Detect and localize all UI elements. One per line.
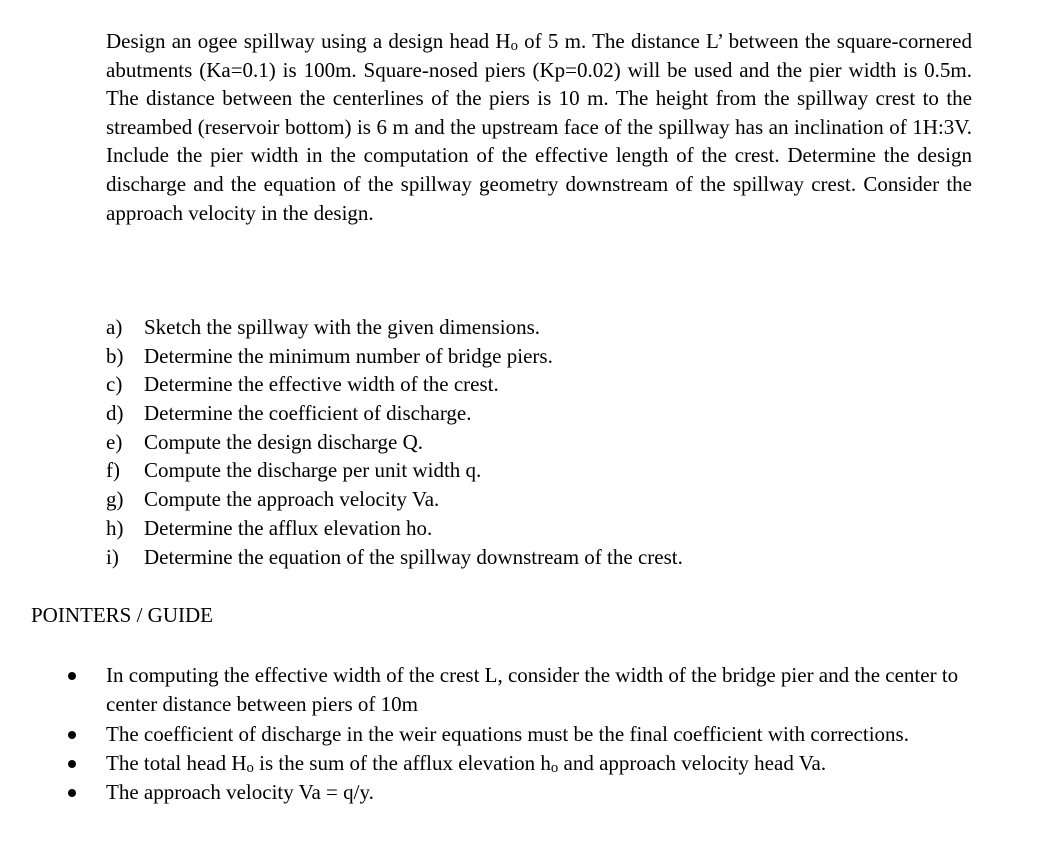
guide-text: The approach velocity Va = q/y. [106,780,374,805]
task-text: Sketch the spillway with the given dimensions. [144,315,541,339]
guide-item [65,778,965,807]
task-item [106,456,683,485]
task-item [106,428,683,457]
task-letter: d) [106,401,124,426]
guide-text: The coefficient of discharge in the weir equations must be the final coefficient with corrections. [106,721,909,746]
bullet-icon [68,789,76,797]
guide-item [65,720,965,749]
subscript-o: o [246,760,254,777]
task-letter: c) [106,372,123,397]
task-letter: g) [106,487,124,512]
task-letter: f) [106,458,120,483]
problem-statement [106,27,972,227]
task-text: Determine the equation of the spillway downstream of the crest. [144,544,683,569]
task-text: Determine the afflux elevation ho. [144,515,433,540]
task-item [106,543,683,572]
subscript-o: o [510,38,518,55]
task-item [106,370,683,399]
bullet-icon [68,672,76,680]
task-item [106,514,683,543]
task-letter: a) [106,315,123,339]
bullet-icon [68,760,76,768]
guide-text: In computing the effective width of the crest L, consider the width of the bridge pier and the center to center distance between piers of 10m [106,663,959,717]
task-list [106,313,683,571]
task-text: Determine the coefficient of discharge. [144,401,472,426]
guide-list [65,661,965,807]
task-letter: b) [106,343,124,368]
task-text: Compute the design discharge Q. [144,429,423,454]
guide-item [65,749,965,778]
problem-text-2: of 5 m. The distance L’ between the square-cornered abutments (Ka=0.1) is 100m. Square-nosed piers (Kp=0.02) will be used and the pier width is 0.5m. The distance between the centerlines of the piers is 10 m. The height from the spillway crest to the streambed (reservoir bottom) is 6 m and the upstream face of the spillway has an inclination of 1H:3V. Include the pier width in the computation of the effective length of the crest. Determine the design discharge and the equation of the spillway geometry downstream of the spillway crest. Consider the approach velocity in the design. [106,29,972,225]
task-letter: e) [106,429,123,454]
guide-text-c: and approach velocity head Va. [558,750,827,775]
guide-item [65,661,965,720]
task-letter: h) [106,515,124,540]
problem-text-1: Design an ogee spillway using a design head H [106,29,511,53]
task-letter: i) [106,544,119,569]
guide-text-a: The total head H [106,750,247,775]
subscript-o: o [550,760,559,777]
bullet-icon [68,731,76,739]
task-item [106,485,683,514]
pointers-heading: POINTERS / GUIDE [31,603,213,627]
task-text: Determine the effective width of the crest. [144,372,499,397]
task-text: Compute the discharge per unit width q. [144,458,482,483]
task-item [106,399,683,428]
task-item [106,313,683,342]
task-text: Compute the approach velocity Va. [144,487,440,512]
task-text: Determine the minimum number of bridge piers. [144,343,553,368]
task-item [106,342,683,371]
guide-text-b: is the sum of the afflux elevation h [253,750,551,775]
